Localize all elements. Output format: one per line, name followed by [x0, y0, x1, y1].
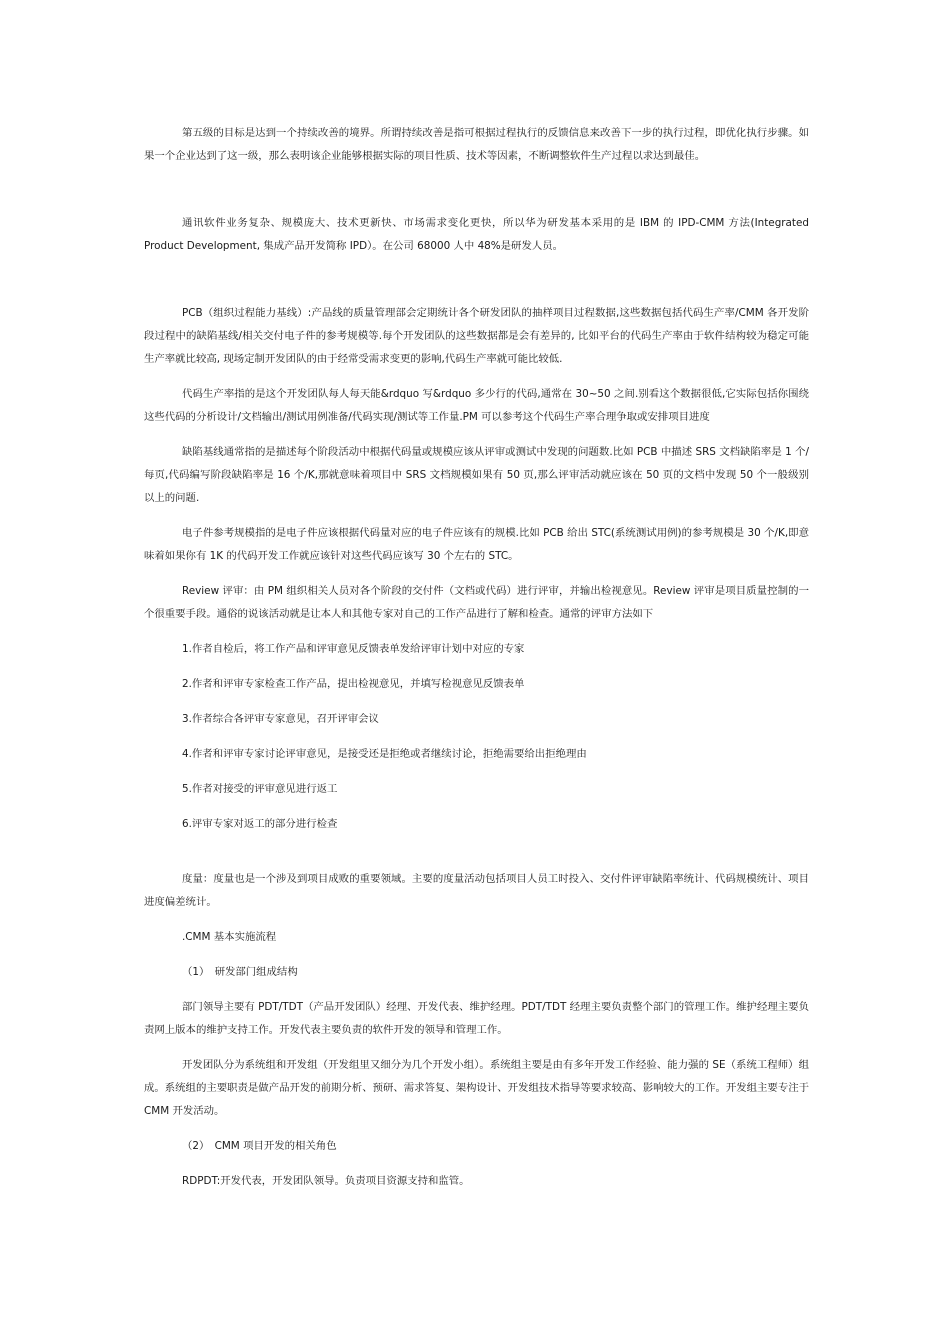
heading-cmm-process: .CMM 基本实施流程 [182, 931, 277, 943]
paragraph-dev-team: 开发团队分为系统组和开发组（开发组里又细分为几个开发小组）。系统组主要是由有多年开发工作经验、能力强的 SE（系统工程师）组成。系统组的主要职责是做产品开发的前期分析、预研、需求答复、架构设计、开发组技术指导等要求较高、影响较大的工作。开发组主要专注于 CMM 开发活动。 [144, 1059, 809, 1117]
paragraph-defect-baseline: 缺陷基线通常指的是描述每个阶段活动中根据代码量或规模应该从评审或测试中发现的问题数.比如 PCB 中描述 SRS 文档缺陷率是 1 个/每页,代码编写阶段缺陷率是 16 个/K,那就意味着项目中 SRS 文档规模如果有 50 页,那么评审活动就应该在 50 页的文档中发现 50 个一般级别以上的问题. [144, 446, 809, 504]
paragraph-department-leaders: 部门领导主要有 PDT/TDT（产品开发团队）经理、开发代表、维护经理。PDT/TDT 经理主要负责整个部门的管理工作。维护经理主要负责网上版本的维护支持工作。开发代表主要负责的软件开发的领导和管理工作。 [144, 1001, 809, 1036]
paragraph-huawei-ipd: 通讯软件业务复杂、规模庞大、技术更新快、市场需求变化更快，所以华为研发基本采用的是 IBM 的 IPD-CMM 方法(Integrated Product Development, 集成产品开发简称 IPD）。在公司 68000 人中 48%是研发人员。 [144, 217, 809, 252]
list-item-review-step-2: 2.作者和评审专家检查工作产品，提出检视意见，并填写检视意见反馈表单 [182, 678, 525, 690]
list-item-review-step-1: 1.作者自检后，将工作产品和评审意见反馈表单发给评审计划中对应的专家 [182, 643, 525, 655]
list-item-review-step-6: 6.评审专家对返工的部分进行检查 [182, 818, 338, 830]
paragraph-review: Review 评审：由 PM 组织相关人员对各个阶段的交付件（文档或代码）进行评审，并输出检视意见。Review 评审是项目质量控制的一个很重要手段。通俗的说该活动就是让本人和其他专家对自己的工作产品进行了解和检查。通常的评审方法如下 [144, 585, 809, 620]
list-item-review-step-5: 5.作者对接受的评审意见进行返工 [182, 783, 338, 795]
list-item-review-step-3: 3.作者综合各评审专家意见，召开评审会议 [182, 713, 379, 725]
paragraph-level5: 第五级的目标是达到一个持续改善的境界。所谓持续改善是指可根据过程执行的反馈信息来改善下一步的执行过程，即优化执行步骤。如果一个企业达到了这一级，那么表明该企业能够根据实际的项目性质、技术等因素，不断调整软件生产过程以求达到最佳。 [144, 127, 809, 162]
paragraph-pcb: PCB（组织过程能力基线）:产品线的质量管理部会定期统计各个研发团队的抽样项目过程数据,这些数据包括代码生产率/CMM 各开发阶段过程中的缺陷基线/相关交付电子件的参考规模等.每个开发团队的这些数据都是会有差异的, 比如平台的代码生产率由于软件结构较为稳定可能生产率就比较高, 现场定制开发团队的由于经常受需求变更的影响,代码生产率就可能比较低. [144, 307, 809, 365]
heading-org-structure: （1） 研发部门组成结构 [182, 966, 298, 978]
list-item-review-step-4: 4.作者和评审专家讨论评审意见，是接受还是拒绝或者继续讨论，拒绝需要给出拒绝理由 [182, 748, 587, 760]
paragraph-metrics: 度量：度量也是一个涉及到项目成败的重要领域。主要的度量活动包括项目人员工时投入、交付件评审缺陷率统计、代码规模统计、项目进度偏差统计。 [144, 873, 809, 908]
heading-cmm-roles: （2） CMM 项目开发的相关角色 [182, 1140, 337, 1152]
paragraph-rdpdt: RDPDT:开发代表，开发团队领导。负责项目资源支持和监管。 [182, 1175, 470, 1187]
paragraph-artifact-size: 电子件参考规模指的是电子件应该根据代码量对应的电子件应该有的规模.比如 PCB 给出 STC(系统测试用例)的参考规模是 30 个/K,即意味着如果你有 1K 的代码开发工作就应该针对这些代码应该写 30 个左右的 STC。 [144, 527, 809, 562]
paragraph-code-productivity: 代码生产率指的是这个开发团队每人每天能&rdquo 写&rdquo 多少行的代码,通常在 30~50 之间.别看这个数据很低,它实际包括你围绕这些代码的分析设计/文档输出/测试用例准备/代码实现/测试等工作量.PM 可以参考这个代码生产率合理争取或安排项目进度 [144, 388, 809, 423]
document-body [144, 122, 809, 1205]
